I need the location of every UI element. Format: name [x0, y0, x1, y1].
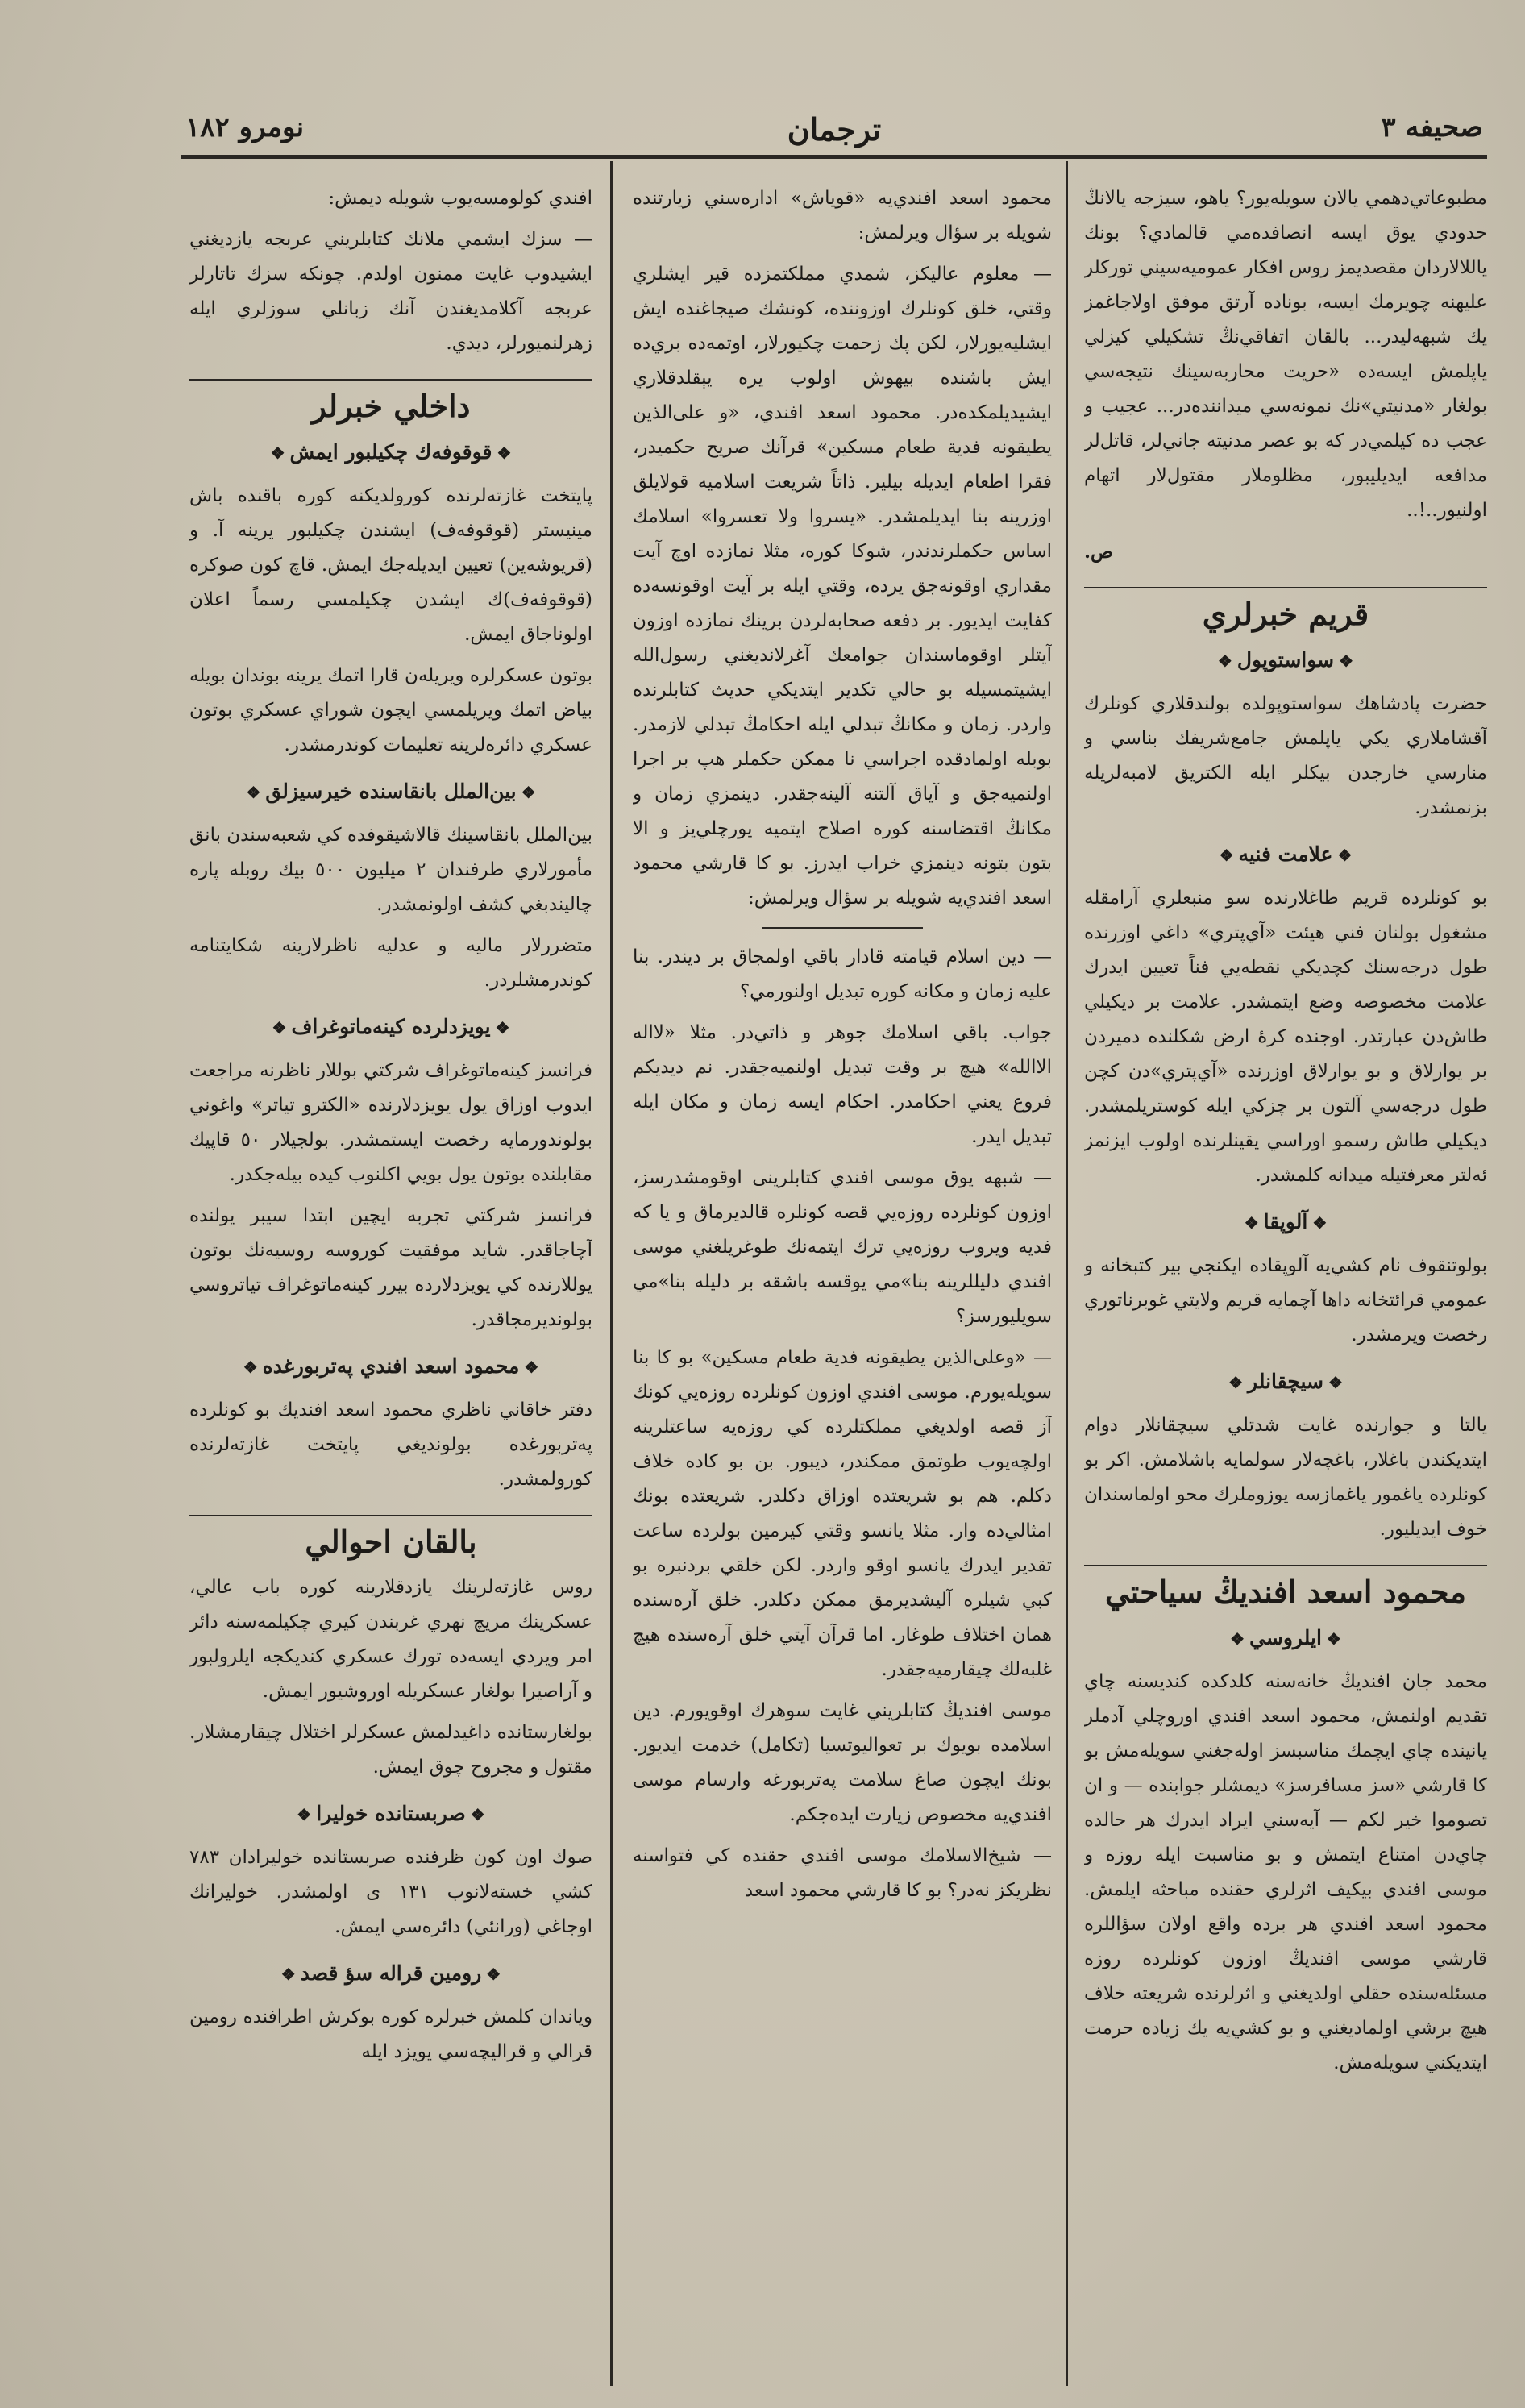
subheading: [189, 1956, 592, 1992]
ornament-icon: ❖: [524, 1358, 539, 1377]
paragraph: يالتا و جوارنده غايت شدتلي سيچقانلار دوام ايتديكندن باغلار، باغچه‌لار سولمايه باشلامش. اكر بو كونلرده ياغمور ياغمازسه يوزوملرك محو اولماسندان خوف ايديليور.: [1084, 1415, 1487, 1540]
ornament-icon: ❖: [246, 783, 261, 802]
ornament-icon: ❖: [272, 1018, 287, 1038]
header-rule: [181, 155, 1487, 159]
section-title-domestic: داخلي خبرلر: [189, 379, 592, 423]
paragraph: بو كونلرده قريم طاغلارنده سو منبعلري آرامقله مشغول بولنان فني هيئت «آي‌پتري» داغي اوزرنده طول درجه‌سنك كچديكي نقطه‌يي فناً تعيين ايدرك علامت مخصوصه وضع ايتمشدر. علامت بر ديكيلي طاش‌دن عبارتدر. اوجنده كرهٔ ارض شكلنده دميردن بر يوارلاق و بو يوارلاق اوزرنده «آي‌پتري»دن كچن طول درجه‌سي آلتون بر چزكي ايله كوستريلمشدر. ديكيلي طاش رسمو اوراسي يقينلرنده اولوب ايزنمز ئه‌لتر معرفتيله ميدانه كلمشدر.: [1084, 888, 1487, 1186]
short-rule: [762, 927, 923, 929]
ornament-icon: ❖: [297, 1805, 312, 1824]
subheading-text: علامت فنيه: [1238, 842, 1333, 866]
paragraph: محمود اسعد افندي‌يه «قوياش» اداره‌سني زيارتنده شويله بر سؤال ويرلمش:: [633, 188, 1052, 243]
subheading: [189, 1009, 592, 1046]
paragraph: دفتر خاقاني ناظري محمود اسعد افنديك بو كونلرده په‌تربورغده بولونديغي پايتخت غازته‌لرنده كورولمشدر.: [189, 1399, 592, 1490]
ornament-icon: ❖: [1228, 1373, 1244, 1392]
paragraph: پايتخت غازته‌لرنده كورولديكنه كوره باقنده باش مينيستر (قوقوفه‌ف) ايشندن چكيلبور يرينه آ. و (قريوشه‌ين) تعيين ايديله‌جك ايمش. قاچ كون صوكره (قوقوفه‌ف)ك ايشدن چكيلمسي رسماً اعلان اولوناجاق ايمش.: [189, 485, 592, 645]
author-signature: ص.: [1084, 541, 1113, 563]
subheading: [1084, 643, 1487, 679]
ornament-icon: ❖: [1339, 651, 1354, 671]
paragraph: روس غازته‌لرينك يازدقلارينه كوره باب عالي، عسكرينك مريچ نهري غربندن كيري چكيلمه‌سنه دائر امر ويردي ايسه‌ده تورك عسكري كنديكجه ايلرولبور و آراصيرا بولغار عسكريله اوروشيور ايمش.: [189, 1577, 592, 1702]
issue-number-label: نومرو ١٨٢: [185, 111, 305, 143]
subheading-text: سواستوپول: [1236, 648, 1335, 672]
paragraph: بين‌الملل بانقاسينك قالاشيقوفده كي شعبه‌سندن بانق مأمورلاري طرفندان ٢ ميليون ٥٠٠ بيك روبله پاره چاليندبغي كشف اولونمشدر.: [189, 825, 592, 915]
page-header: [185, 97, 1483, 161]
subheading-text: قوقوفه‌ك چكيلبور ايمش: [289, 440, 492, 464]
subheading: [1084, 1364, 1487, 1400]
ornament-icon: ❖: [1326, 1629, 1341, 1649]
subheading: [1084, 1620, 1487, 1657]
subheading-text: بين‌الملل بانقاسنده خيرسيزلق: [265, 780, 517, 803]
paragraph: — «وعلى‌الذين يطيقونه فدية طعام مسكين» بو كا بنا سويله‌يورم. موسى افندي اوزون كونلرده روزه‌يي كونك آز قصه اولديغي مملكتلرده كي روزه‌يه ساعتلرينه اولچه‌يوب طوتمق ممكندر، ديبور. بن بو كاده خلاف دكلم. هم بو شريعتده اوزاق دكلدر. شريعتده بونك امثالي‌ده وار. مثلا يانسو وقتي كيرمين بولرده ساعت تقدير ايدرك يانسو اوقو واردر. لكن خلقي بردنبره بو كبي شيلره آليشديرمق ممكن دكلدر. خلق آرەسنده همان اختلاف طوغار. اما قرآن آيتي خلق آرەسنده هيچ غلبه‌لك چيقارميه‌جقدر.: [633, 1347, 1052, 1680]
subheading-text: رومين قراله سؤ قصد: [300, 1961, 482, 1985]
paragraph: — دين اسلام قيامته قادار باقي اولمجاق بر ديندر. بنا عليه زمان و مكانه كوره تبديل اولنورمي؟: [633, 946, 1052, 1002]
ornament-icon: ❖: [495, 1018, 510, 1038]
paragraph: مطبوعاتي‌دهمي يالان سويله‌يور؟ ياهو، سيزجه يالانڭ حدودي يوق ايسه انصافده‌مي قالمادي؟ بونك ياللالاردان مقصديمز روس افكار عموميه‌سيني توركلر عليهنه چويرمك ايسه، بوناده آرتق موفق اولاجاغمز يك شبهه‌ليدر... بالقان اتفاقي‌نڭ تشكيلي كيزلي ياپلمش ايسه‌ده «حريت محاربه‌سينك نتيجه‌سي بولغار «مدنيتي»نك نمونه‌سي ميداننده‌در... عجيب و عجب ده كيلمي‌در كه بو عصر مدنيته جاني‌لر، قاتل‌لر مدافعه ايديليبور، مظلوملار مقتول‌لار اتهام اولنيور..!..: [1084, 188, 1487, 521]
subheading-text: ايلروسي: [1249, 1626, 1322, 1649]
paragraph: — سزك ايشمي ملانك كتابلريني عربجه يازديغني ايشيدوب غايت ممنون اولدم. چونكه سزك تاتارلر عربجه آكلامديغندن آنك زبانلي سوزلري ايله زهرلنميورلر، ديدي.: [189, 229, 592, 354]
column-right: [1084, 181, 1487, 2382]
subheading: [1084, 1204, 1487, 1241]
subheading: [1084, 837, 1487, 873]
column-left: [189, 181, 592, 2382]
ornament-icon: ❖: [280, 1965, 296, 1984]
ornament-icon: ❖: [270, 443, 285, 463]
subheading: [189, 1349, 592, 1385]
column-divider: [610, 161, 613, 2386]
paragraph: — شبهه يوق موسى افندي كتابلرينى اوقومشدرسز، اوزون كونلرده روزه‌يي قصه كونلره قالديرماق و يا كه فديه ويروب روزه‌يي ترك ايتمه‌نك طوغريلغني موسى افندي دليللرينه بنا»مي يوقسه باشقه بر دليله بنا»مي سويليورسز؟: [633, 1167, 1052, 1327]
paragraph: — معلوم عاليكز، شمدي مملكتمزده قير ايشلري وقتي، خلق كونلرك اوزوننده، كونشك صيجاغنده ايش ايشليه‌يورلار، لكن پك زحمت چكيورلار، اوتمه‌ده بري‌ده ايش باشنده بيهوش اولوب يره يېقلدقلاري ايشيديلمكده‌در. محمود اسعد افندي، «و على‌الذين يطيقونه فدية طعام مسكين» قرآنك صريح حكميدر، فقرا اطعام ايديله بيلير. ذاتاً شريعت اسلاميه قولايلق اوزرينه بنا ايديلمشدر. «يسروا ولا تعسروا» اسلامك اساس حكملرندندر، شوكا كوره، مثلا نمازده اوچ آيت مقداري اوقونه‌جق يرده، وقتي ايله بر آيت اوقونسه‌ده كفايت ايديور. بر دفعه صحابه‌لردن برينك نمازده اوزون آيتلر اوقوماسندان جوامعك آغرلانديغني رسول‌الله ايشيتمسيله بو حالي تكدير ايتديكي حديث كتابلرنده واردر. زمان و مكانڭ تبدلي ايله احكامڭ تبدلي لازمدر. بوبله اولمادقده اجراسي نا ممكن حكملر هپ بر اجرا اولنميه‌جق و آياق آلتنه آلينه‌جقدر. دينمزي زمان و مكانڭ اقتضاسنه كوره اصلاح ايتميه يورچلي‌يز و الا بتون بتونه دينمزي خراب ايدرز. بو كا قارشي محمود اسعد افندي‌يه شويله بر سؤال ويرلمش:: [633, 264, 1052, 909]
subheading: [189, 435, 592, 471]
paragraph: موسى افنديڭ كتابلريني غايت سوهرك اوقويورم. دين اسلامده بويوك بر تعواليوتسيا (تكامل) خدمت ايديور. بونك ايچون صاغ سلامت په‌تربورغه وارسام موسى افندي‌يه مخصوص زيارت ايده‌جكم.: [633, 1700, 1052, 1825]
section-title-balkan: بالقان احوالي: [189, 1515, 592, 1559]
ornament-icon: ❖: [486, 1965, 501, 1984]
paragraph: متضررلار ماليه و عدليه ناظرلارينه شكايتنامه كوندرمشلردر.: [189, 935, 592, 991]
page-number-label: صحيفه ٣: [1381, 111, 1483, 143]
paragraph: وياندان كلمش خبرلره كوره بوكرش اطرافنده رومين قرالي و قراليچه‌سي يويزد ايله: [189, 2007, 592, 2062]
column-middle: [633, 181, 1052, 2382]
subheading-text: صربستانده خوليرا: [316, 1802, 466, 1825]
paragraph: افندي كولومسه‌يوب شويله ديمش:: [328, 188, 592, 209]
ornament-icon: ❖: [497, 443, 512, 463]
ornament-icon: ❖: [1312, 1213, 1328, 1233]
ornament-icon: ❖: [1230, 1629, 1245, 1649]
ornament-icon: ❖: [521, 783, 536, 802]
subheading-text: محمود اسعد افندي په‌تربورغده: [262, 1354, 520, 1378]
paragraph: فرانسز شركتي تجربه ايچين ابتدا سيبر يولنده آچاجاقدر. شايد موفقيت كوروسه روسيه‌نك بوتون يوللارنده كي يويزدلارده بيرر كينه‌ماتوغراف تياتروسي بولونديرمجاقدر.: [189, 1205, 592, 1330]
paragraph: — شيخ‌الاسلامك موسى افندي حقنده كي فتواسنه نظريكز نه‌در؟ بو كا قارشي محمود اسعد: [633, 1845, 1052, 1901]
ornament-icon: ❖: [1217, 651, 1232, 671]
newspaper-title: ترجمان: [787, 111, 882, 148]
ornament-icon: ❖: [470, 1805, 485, 1824]
paragraph: بولوتنقوف نام كشي‌يه آلوپقاده ايكنجي بير كتبخانه و عمومي قرائتخانه داها آچمايه قريم ولايتي غوبرناتوري رخصت ويرمشدر.: [1084, 1255, 1487, 1345]
subheading: [189, 774, 592, 810]
paragraph: بولغارستانده داغيدلمش عسكرلر اختلال چيقارمشلار. مقتول و مجروح چوق ايمش.: [189, 1722, 592, 1778]
paragraph: صوك اون كون ظرفنده صربستانده خوليرادان ٧٨٣ كشي خسته‌لانوب ١٣١ ى اولمشدر. خوليرانك اوجاغي (ورانئي) دائره‌سي ايمش.: [189, 1847, 592, 1937]
paragraph: فرانسز كينه‌ماتوغراف شركتي بوللار ناظرنه مراجعت ايدوب اوزاق يول يويزدلارنده «الكترو تياتر» واغوني بولوندورمايه رخصت ايستمشدر. بولجيلار ٥٠ قاپيك مقابلنده بوتون يول بويي اكلنوب كيده بيله‌جكدر.: [189, 1060, 592, 1185]
paragraph: بوتون عسكرلره ويريله‌ن قارا اتمك يرينه بوندان بويله بياض اتمك ويريلمسي ايچون شوراي عسكري بوتون عسكري دائره‌لرينه تعليمات كوندرمشدر.: [189, 665, 592, 755]
ornament-icon: ❖: [1219, 846, 1234, 865]
column-divider: [1066, 161, 1068, 2386]
ornament-icon: ❖: [243, 1358, 258, 1377]
subheading: [189, 1796, 592, 1832]
subheading-text: سيچقانلر: [1248, 1370, 1323, 1393]
section-title-crimea: قريم خبرلري: [1084, 587, 1487, 631]
paragraph: حضرت پادشاهك سواستوپولده بولندقلاري كونلرك آقشاملاري يكي ياپلمش جامع‌شريفك بناسي و منارسي خارجدن بيكلر ايله الكتريق لامبه‌لريله بزنمشدر.: [1084, 693, 1487, 818]
ornament-icon: ❖: [1337, 846, 1353, 865]
ornament-icon: ❖: [1244, 1213, 1259, 1233]
subheading-text: يويزدلرده كينه‌ماتوغراف: [291, 1015, 491, 1038]
subheading-text: آلوپقا: [1263, 1210, 1308, 1233]
ornament-icon: ❖: [1328, 1373, 1343, 1392]
paragraph: محمد جان افنديڭ خانه‌سنه كلدكده كنديسنه چاي تقديم اولنمش، محمود اسعد افندي اوروچلي آدملر يانينده چاي ايچمك مناسبسز اوله‌جغني سويله‌مش بو كا قارشي «سز مسافرسز» ديمشلر جوابنده — و ان تصوموا خير لكم — آيه‌سني ايراد ايدرك هر حالده چاي‌دن امتناع ايتمش و بو مناسبت ايله روزه و موسى افندي بيكيف اثرلري حقنده مباحثه ايلمش. محمود اسعد افندي هر برده واقع اولان سؤاللره قارشي موسى افنديڭ اوزون كونلرده روزه مسئله‌سنده حقلي اولديغني و اثرلرنده شريعته خلاف هيچ برشي اولماديغني و بو كشي‌يه يك زياده حرمت ايتديكني سويله‌مش.: [1084, 1671, 1487, 2073]
section-title-travel: محمود اسعد افنديڭ سياحتي: [1084, 1565, 1487, 1609]
paragraph: جواب. باقي اسلامك جوهر و ذاتي‌در. مثلا «لااله الاالله» هيچ بر وقت تبديل اولنميه‌جقدر. نم ديديكم فروع يعني احكامدر. احكام ايسه زمان و مكان ايله تبديل ايدر.: [633, 1022, 1052, 1147]
